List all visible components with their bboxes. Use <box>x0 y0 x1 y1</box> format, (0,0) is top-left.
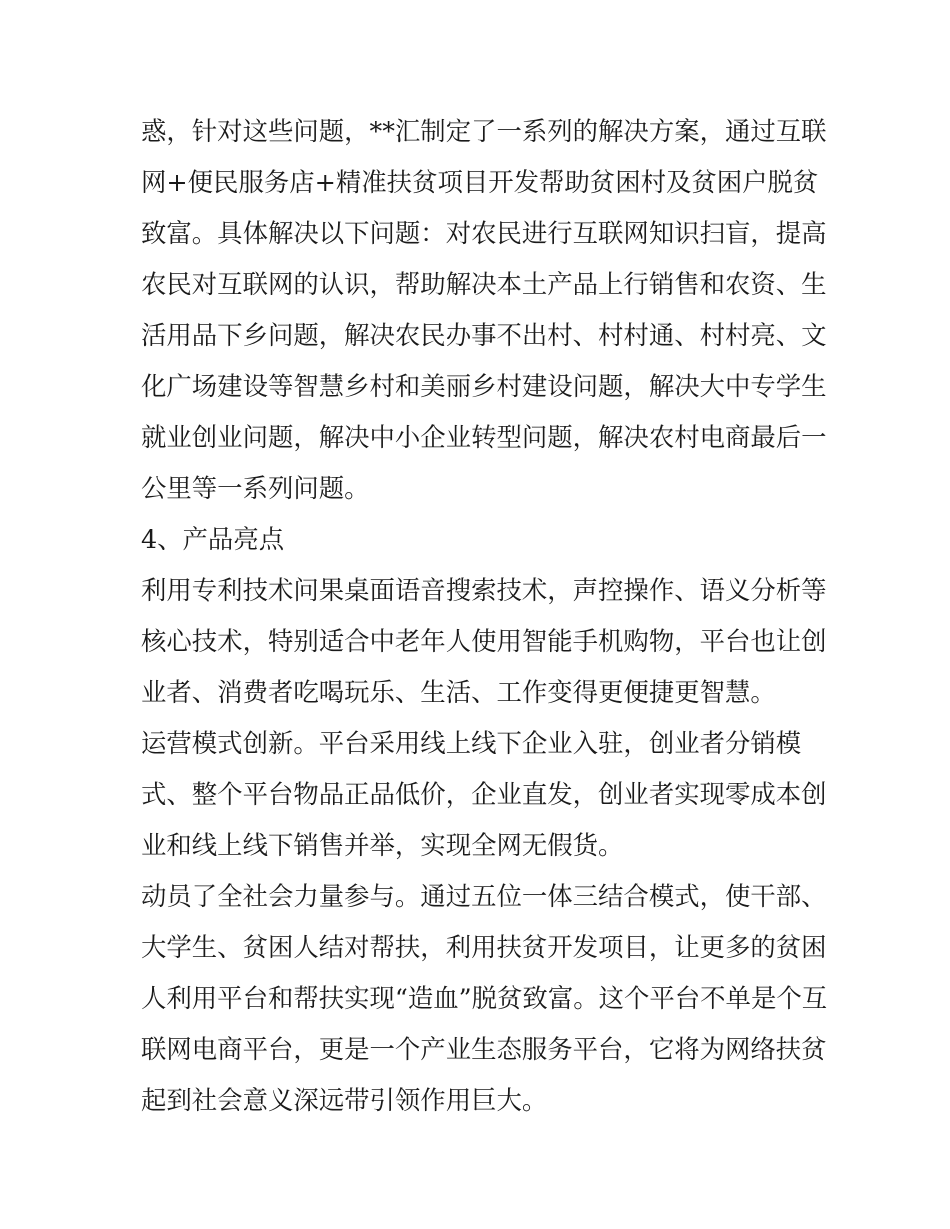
text-line: 业和线上线下销售并举，实现全网无假货。 <box>141 830 624 860</box>
text-line: 起到社会意义深远带引领作用巨大。 <box>141 1085 548 1115</box>
text-line: 联网电商平台，更是一个产业生态服务平台，它将为网络扶贫 <box>141 1034 827 1064</box>
text-line: 运营模式创新。平台采用线上线下企业入驻，创业者分销模 <box>141 728 802 758</box>
text-line: 动员了全社会力量参与。通过五位一体三结合模式，使干部、 <box>141 881 827 911</box>
text-line: 网+便民服务店+精准扶贫项目开发帮助贫困村及贫困户脱贫 <box>141 167 819 197</box>
text-line: 就业创业问题，解决中小企业转型问题，解决农村电商最后一 <box>141 422 827 452</box>
heading-line: 4、产品亮点 <box>141 524 285 554</box>
text-line: 农民对互联网的认识，帮助解决本土产品上行销售和农资、生 <box>141 269 827 299</box>
text-line: 利用专利技术问果桌面语音搜索技术，声控操作、语义分析等 <box>141 575 827 605</box>
paragraph-voice-search <box>141 565 827 718</box>
paragraph-social-mobilization <box>141 871 828 1126</box>
text-line: 大学生、贫困人结对帮扶，利用扶贫开发项目，让更多的贫困 <box>141 932 827 962</box>
text-line: 人利用平台和帮扶实现“造血”脱贫致富。这个平台不单是个互 <box>141 983 828 1013</box>
text-line: 惑，针对这些问题，**汇制定了一系列的解决方案，通过互联 <box>141 116 827 146</box>
document-body <box>141 106 828 1126</box>
text-line: 业者、消费者吃喝玩乐、生活、工作变得更便捷更智慧。 <box>141 677 776 707</box>
text-line: 式、整个平台物品正品低价，企业直发，创业者实现零成本创 <box>141 779 827 809</box>
text-line: 致富。具体解决以下问题：对农民进行互联网知识扫盲，提高 <box>141 218 827 248</box>
paragraph-problems-solutions <box>141 106 827 514</box>
text-line: 化广场建设等智慧乡村和美丽乡村建设问题，解决大中专学生 <box>141 371 827 401</box>
text-line: 核心技术，特别适合中老年人使用智能手机购物，平台也让创 <box>141 626 827 656</box>
text-line: 活用品下乡问题，解决农民办事不出村、村村通、村村亮、文 <box>141 320 827 350</box>
paragraph-operation-model <box>141 718 827 871</box>
text-line: 公里等一系列问题。 <box>141 473 370 503</box>
section-heading-product-highlights <box>141 514 816 565</box>
